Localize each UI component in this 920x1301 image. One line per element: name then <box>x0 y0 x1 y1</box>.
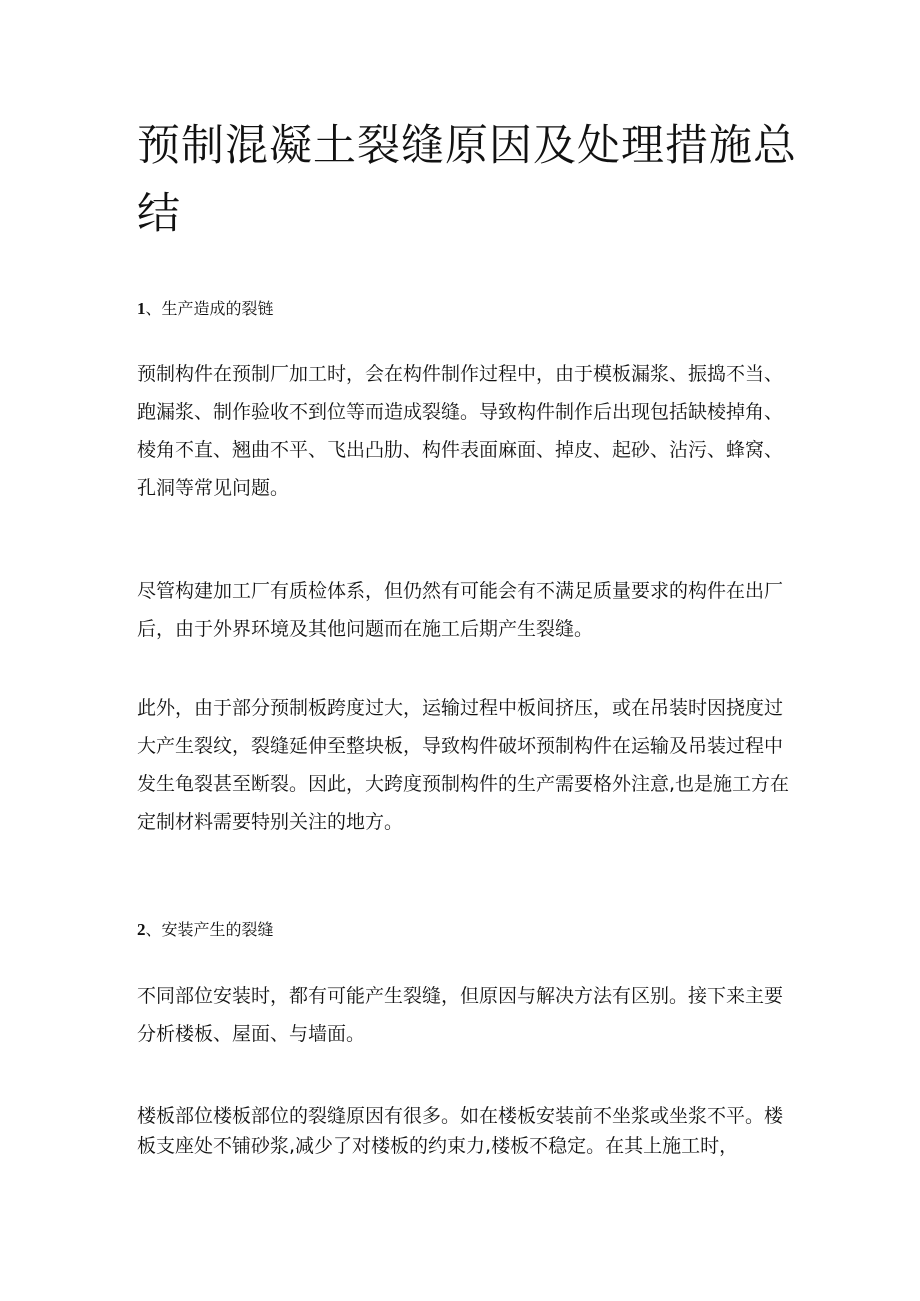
section-2-heading <box>137 918 274 942</box>
section-1-paragraph-3: 此外，由于部分预制板跨度过大，运输过程中板间挤压，或在吊装时因挠度过大产生裂纹，裂缝延伸至整块板，导致构件破坏预制构件在运输及吊装过程中发生龟裂甚至断裂。因此，大跨度预制构件的生产需要格外注意,也是施工方在定制材料需要特别关注的地方。 <box>137 697 790 833</box>
document-title: 预制混凝土裂缝原因及处理措施总结 <box>137 121 797 239</box>
section-1-heading <box>137 297 274 321</box>
section-1-number: 1 <box>137 299 146 318</box>
section-1-paragraph-1: 预制构件在预制厂加工时，会在构件制作过程中，由于模板漏浆、振捣不当、跑漏浆、制作验收不到位等而造成裂缝。导致构件制作后出现包括缺棱掉角、棱角不直、翘曲不平、飞出凸肋、构件表面麻面、掉皮、起砂、沾污、蜂窝、孔洞等常见问题。 <box>137 363 784 499</box>
section-2-title: 、安装产生的裂缝 <box>145 920 274 939</box>
section-2-number: 2 <box>137 920 146 939</box>
section-2-paragraph-1: 不同部位安装时，都有可能产生裂缝，但原因与解决方法有区别。接下来主要分析楼板、屋面、与墙面。 <box>137 985 784 1045</box>
section-1-paragraph-2: 尽管构建加工厂有质检体系，但仍然有可能会有不满足质量要求的构件在出厂后，由于外界环境及其他问题而在施工后期产生裂缝。 <box>137 580 784 640</box>
section-2-paragraph-2: 楼板部位楼板部位的裂缝原因有很多。如在楼板安装前不坐浆或坐浆不平。楼板支座处不铺砂浆,减少了对楼板的约束力,楼板不稳定。在其上施工时， <box>137 1105 784 1157</box>
section-1-title: 、生产造成的裂链 <box>145 299 274 318</box>
